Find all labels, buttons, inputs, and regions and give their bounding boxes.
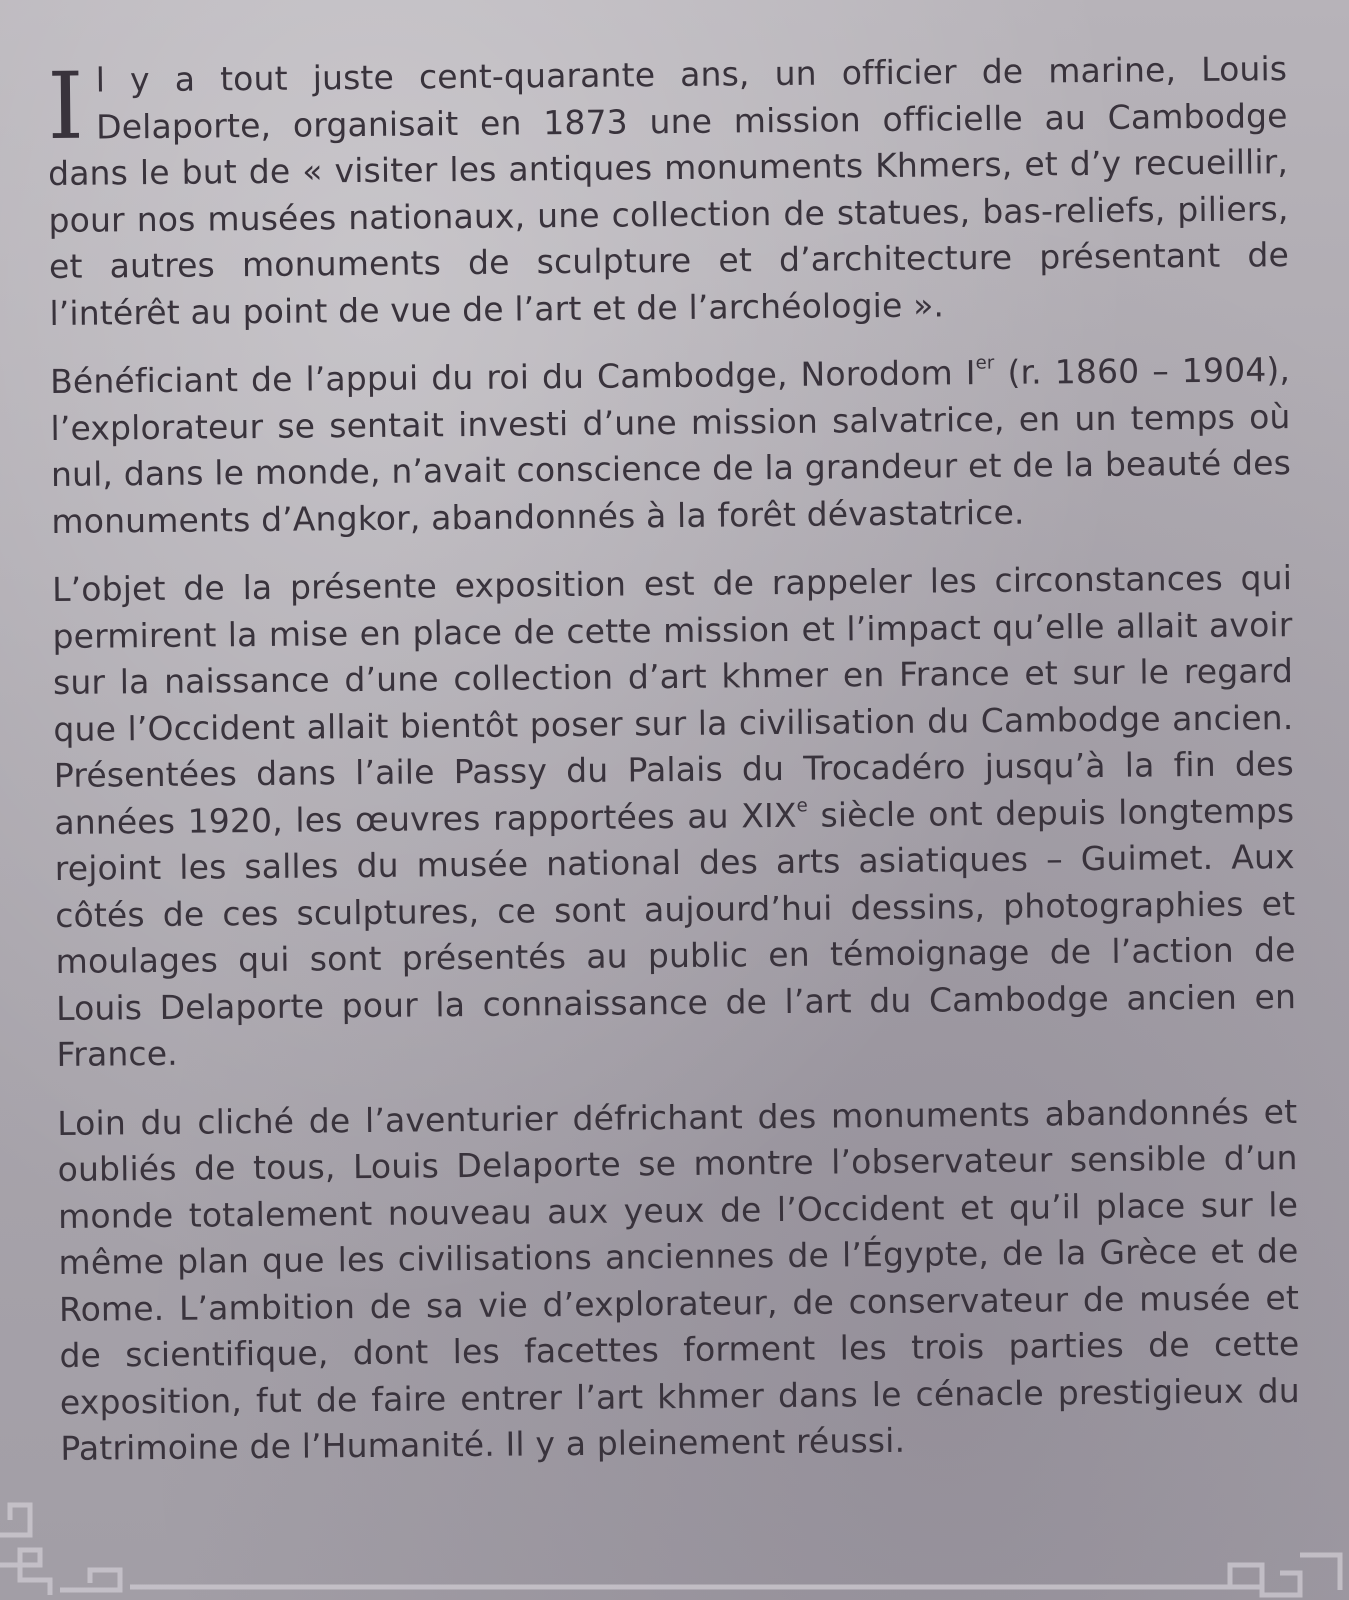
paragraph-intro-text: l y a tout juste cent-quarante ans, un officier de marine, Louis Delaporte, organisait en 1873 une mission officielle au Cambodge dans le but de « visiter les antiques monuments Khmers, et d’y recueillir, pour nos musées nationaux, une collection de statues, bas-reliefs, piliers, et autres monuments de sculpture et d’architecture présentant de l’intérêt au point de vue de l’art et de l’archéologie ». (47, 49, 1290, 333)
paragraph-norodom-text-b: (r. 1860 – 1904), l’explorateur se sentait investi d’une mission salvatrice, en un temps où nul, dans le monde, n’avait conscience de la grandeur et de la beauté des monuments d’Angkor, abandonnés à la forêt dévastatrice. (50, 350, 1292, 541)
century-superscript: e (796, 794, 808, 816)
decorative-meander-frieze (0, 1495, 1349, 1600)
paragraph-conclusion (57, 1089, 1301, 1473)
drop-cap: I (46, 52, 85, 160)
article-body (47, 46, 1301, 1472)
paragraph-norodom-text-a: Bénéficiant de l’appui du roi du Cambodge, Norodom I (49, 353, 976, 401)
ordinal-superscript: er (975, 352, 995, 374)
paragraph-conclusion-text: Loin du cliché de l’aventurier défrichant des monuments abandonnés et oubliés de tous, Louis Delaporte se montre l’observateur sensible d’un monde totalement nouveau aux yeux de l’Occident et qu’il place sur le même plan que les civilisations anciennes de l’Égypte, de la Grèce et de Rome. L’ambition de sa vie d’explorateur, de conservateur de musée et de scientifique, dont les facettes forment les trois parties de cette exposition, fut de faire entrer l’art khmer dans le cénacle prestigieux du Patrimoine de l’Humanité. Il y a pleinement réussi. (57, 1091, 1301, 1468)
paragraph-norodom (50, 347, 1292, 545)
paragraph-exhibition-object (52, 555, 1297, 1078)
paragraph-exhibition-text-a: L’objet de la présente exposition est de rappeler les circonstances qui permirent la mise en place de cette mission et l’impact qu’elle allait avoir sur la naissance d’une collection d’art khmer en France et sur le regard que l’Occident allait bientôt poser sur la civilisation du Cambodge ancien. Présentées dans l’aile Passy du Palais du Trocadéro jusqu’à la fin des années 1920, les œuvres rapportées au XIX (51, 558, 1295, 842)
paragraph-intro (47, 46, 1290, 337)
paragraph-exhibition-text-b: siècle ont depuis longtemps rejoint les salles du musée national des arts asiatiques – Guimet. Aux côtés de ces sculptures, ce sont aujourd’hui dessins, photographies et moulages qui sont présentés au public en témoignage de l’action de Louis Delaporte pour la connaissance de l’art du Cambodge ancien en France. (54, 790, 1297, 1074)
